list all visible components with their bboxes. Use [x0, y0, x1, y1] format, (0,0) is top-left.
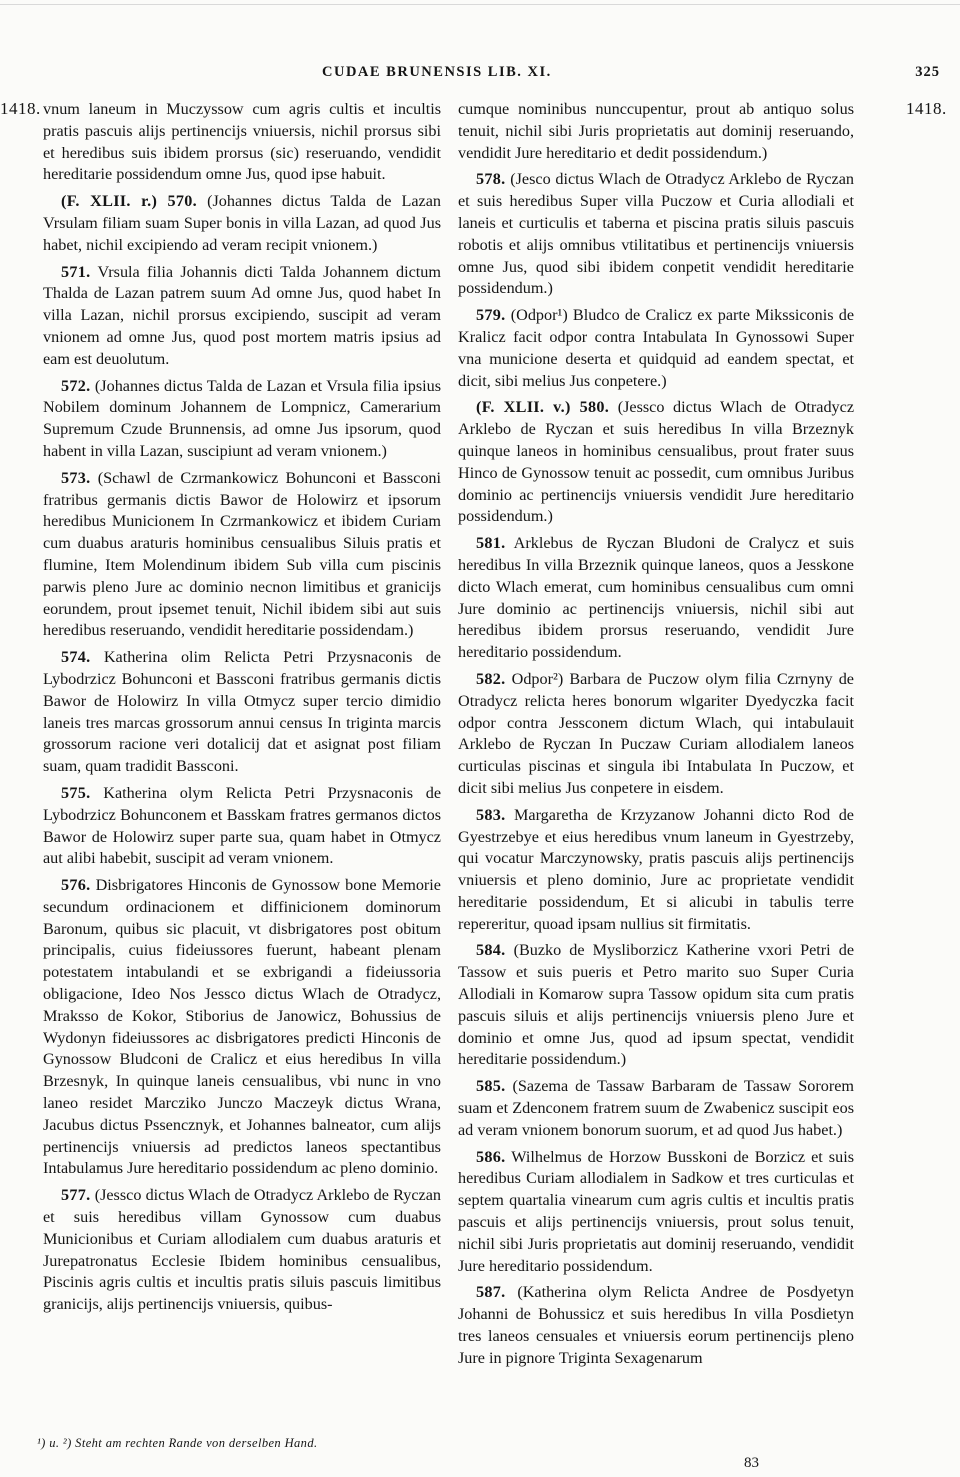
entry-text: Odpor²) Barbara de Puczow olym filia Czrnyny de Otradycz relicta heres bonorum wlgariter Dyedyczka facit odpor contra Jessconem dictum Wlach, qui intabulauit Arklebo de Ryczan In Puczaw Curiam allodialem laneos curticulas piscinas et singula ibi Intabulata In Puczow, et dicit sibi melius Jus conpetere in eisdem. — [458, 669, 854, 797]
entry-number: 582. — [476, 669, 506, 688]
right-continuation-paragraph: cumque nominibus nunccupentur, prout ab antiquo solus tenuit, nichil sibi Juris proprietatis aut dominij reseruando, vendidit Jure hereditario et dedit possidendum.) — [458, 100, 854, 162]
entry-number: 578. — [476, 170, 506, 189]
entry-573 — [43, 468, 441, 642]
entry-number: 574. — [61, 648, 91, 667]
entry-576 — [43, 875, 441, 1180]
entry-570 — [43, 191, 441, 256]
entry-text: (Jessco dictus Wlach de Otradycz Arklebo de Ryczan et suis heredibus villam Gynossow cum duabus Municionibus et Curiam allodialem cum duabus araturis et Jurepatronatus Ecclesie Ibidem hominibus censualibus, Piscinis agris cultis et incultis pratis siluis pascuis limitibus granicijs, alijs pertinencijs vniuersis, quibus- — [43, 1186, 441, 1314]
entry-number: 576. — [61, 876, 91, 895]
margin-year-right: 1418. — [906, 99, 947, 118]
entry-584 — [458, 940, 854, 1071]
entry-586 — [458, 1147, 854, 1278]
entry-number: 581. — [476, 534, 506, 553]
entry-number: 587. — [476, 1283, 506, 1302]
entry-number: 583. — [476, 805, 506, 824]
entry-text: (Sazema de Tassaw Barbaram de Tassaw Sororem suam et Zdenconem fratrem suum de Zwabenicz suscipit eos ad veram vnionem bonorum suorum, et ad quod Jus habet.) — [458, 1077, 855, 1139]
entry-578 — [458, 169, 854, 300]
entry-number: (F. XLII. v.) 580. — [476, 398, 610, 417]
entry-text: (Schawl de Czrmankowicz Bohunconi et Bassconi fratribus germanis dictis Bawor de Holowirz et ipsorum heredibus Municionem In Czrmankowicz et ibidem Curiam cum duabus araturis hominibus censualibus Siluis pratis et flumine, Item Molendinum ibidem Sub villa cum piscinis parwis pleno Jure ac dominio necnon limitibus et granicijs eorundem, prout ipsemet tenuit, Nichil ibidem sibi aut suis heredibus reseruando, vendidit hereditarie possidendam.) — [43, 468, 442, 640]
entry-number: 584. — [476, 941, 506, 960]
entry-579 — [458, 305, 854, 392]
left-continuation-paragraph: vnum laneum in Muczyssow cum agris cultis et incultis pratis pascuis alijs pertinencijs vniuersis, nichil prorsus sibi et heredibus suis ibidem prorsus (sic) reseruando, vendidit hereditarie possidendum omne Jus, quod ipse habuit. — [43, 100, 441, 184]
entry-572 — [43, 376, 441, 463]
entry-number: 575. — [61, 783, 91, 802]
entry-number: (F. XLII. r.) 570. — [61, 192, 198, 211]
entry-number: 579. — [476, 306, 506, 325]
entry-580 — [458, 397, 854, 528]
scan-edge-line — [0, 4, 960, 5]
sheet-signature-number: 83 — [744, 1455, 759, 1471]
entry-number: 572. — [61, 376, 91, 395]
entry-574 — [43, 647, 441, 778]
entry-text: Katherina olym Relicta Petri Przysnaconis de Lybodrzicz Bohunconem et Basskam fratres germanos dictos Bawor de Holowirz super parte sua, quam habet in Otmycz aut alibi habebit, suscipit ad veram vnionem. — [43, 783, 441, 868]
entry-text: Vrsula filia Johannis dicti Talda Johannem dictum Thalda de Lazan patrem suum Ad omne Jus, quod habet In villa Lazan, nichil prorsus excipiendo, suscipit ad veram vnionem ad omne Jus, quod post mortem matris ipsius ad eam est deuolutum. — [43, 262, 441, 368]
entry-text: Margaretha de Krzyzanow Johanni dicto Rod de Gyestrzebye et eius heredibus vnum laneum in Gyestrzeby, qui vocatur Marczynowsky, pratis pascuis alijs pertinencijs vniuersis et pleno dominio, Jure ac proprietate vendidit hereditarie possidendum, Et si alicubi in tabulis terre repereritur, quoad ipsam nullius sit firmitatis. — [458, 805, 854, 933]
entry-577 — [43, 1185, 441, 1316]
right-column — [458, 99, 854, 1375]
entry-587 — [458, 1282, 854, 1369]
entry-581 — [458, 533, 854, 664]
entry-text: Wilhelmus de Horzow Busskoni de Borzicz et suis heredibus Curiam allodialem in Sadkow et tres curticulas et septem quartalia vinearum cum agris cultis et incultis pratis pascuis et alijs pertinencijs vniuersis, prout solus tenuit, nichil sibi Juris proprietatis aut dominij reseruando, vendidit Jure hereditario possidendum. — [458, 1147, 854, 1275]
entry-text: (Jesco dictus Wlach de Otradycz Arklebo de Ryczan et suis heredibus Super villa Puczow et Curia allodiali et laneis et curticulis et taberna et piscina pratis siluis pascuis robotis et alijs omnibus vtilitatibus et pertinencijs vniuersis omne Jus, quod sibi ibidem conpetit vendidit hereditarie possidendum.) — [458, 170, 855, 298]
entry-number: 577. — [61, 1186, 91, 1205]
entry-text: (Buzko de Mysliborzicz Katherine vxori Petri de Tassow et suis pueris et Petro marito suo Super Curia Allodiali in Komarow supra Tassow opidum sita cum pratis pascuis siluis et alijs pertinencijs vniuersis pleno Jure et dominio et omne Jus, quod ad ipsum spectat, vendidit hereditarie possidendum.) — [458, 941, 855, 1069]
entry-number: 585. — [476, 1077, 506, 1096]
footnote: ¹) u. ²) Steht am rechten Rande von derselben Hand. — [37, 1436, 318, 1450]
entry-text: (Odpor¹) Bludco de Cralicz ex parte Mikssiconis de Kralicz facit odpor contra Intabulata In Gynossowi Super vna municione deserta et quidquid ad eandem spectat, et dicit, sibi melius Jus conpetere.) — [458, 306, 855, 390]
entry-number: 586. — [476, 1147, 506, 1166]
entry-number: 571. — [61, 262, 91, 281]
entry-text: Arklebus de Ryczan Bludoni de Cralycz et suis heredibus In villa Brzeznik quinque laneos, quos a Jesskone dicto Wlach emerat, cum hominibus censualibus cum omni Jure dominio ac pertinencijs vniuersis, nichil sibi aut heredibus ibidem prorsus reseruando, vendidit Jure hereditario possidendum. — [458, 534, 854, 662]
entry-text: Disbrigatores Hinconis de Gynossow bone Memorie secundum ordinacionem et diffinicionem dominorum Baronum, quibus sic placuit, vt disbrigatores post obitum principalis, cuius fideiussores fuerunt, habeant plenam potestatem intabulandi et se exbrigandi a fideiussoria obligacione, Ideo Nos Jessco dictus Wlach de Otradycz, Mraksso de Kokor, Stiborius de Janowicz, Bohussius de Wydonyn fideiussores ac disbrigatores predicti Hinconis de Gynossow Bludconi de Cralicz et eius heredibus In villa Brzesnyk, In quinque laneis censualibus, vbi nunc in vno laneo residet Marcziko Junczo Maczeyk dictus Wrana, Jacubus dictus Pssencznyk, et Johannes balneator, cum alijs pertinencijs vniuersis ad predictos laneos spectantibus Intabulamus Jure hereditario possidendum ac pleno dominio. — [43, 876, 441, 1178]
page-number: 325 — [915, 64, 940, 80]
entry-text: (Katherina olym Relicta Andree de Posdyetyn Johanni de Bohussicz et suis heredibus In villa Posdietyn tres laneos censuales et vniuersis eorum pertinencijs pleno Jure in pignore Triginta Sexagenarum — [458, 1283, 854, 1367]
entry-582 — [458, 669, 854, 800]
margin-year-left: 1418. — [0, 99, 41, 118]
entry-585 — [458, 1076, 854, 1141]
entry-text: (Johannes dictus Talda de Lazan et Vrsula filia ipsius Nobilem dominum Johannem de Lompnicz, Camerarium Supremum Czude Brunnensis, ad omne Jus ipsorum, quod habent in villa Lazan, suscipiunt ad veram vnionem.) — [43, 376, 442, 460]
entry-number: 573. — [61, 468, 91, 487]
entry-text: (Johannes dictus Talda de Lazan Vrsulam filiam suam Super bonis in villa Lazan, ad quod Jus habet, nichil excipiendo ad veram recipit vnionem.) — [43, 192, 442, 254]
entry-text: Katherina olim Relicta Petri Przysnaconis de Lybodrzicz Bohunconi et Bassconi fratribus germanis dictis Bawor de Holowirz In villa Otmycz super tercio dimidio laneis tres marcas grossorum annui census In triginta marcis grossorum racione veri dotalicij dat et asignat post filiam suam, quam tradidit Bassconi. — [43, 648, 441, 776]
entry-571 — [43, 262, 441, 371]
entry-575 — [43, 783, 441, 870]
running-header-title: CUDAE BRUNENSIS LIB. XI. — [322, 64, 552, 80]
entry-text: (Jessco dictus Wlach de Otradycz Arklebo de Ryczan et suis heredibus In villa Brzeznyk quinque laneos in hominibus censualibus, prout frater suus Hinco de Gynossow tenuit ac possedit, cum omnibus Juribus dominio ac pertinencijs vniuersis vendidit Jure hereditario possidendum.) — [458, 398, 855, 526]
left-column — [43, 99, 441, 1321]
entry-583 — [458, 805, 854, 936]
